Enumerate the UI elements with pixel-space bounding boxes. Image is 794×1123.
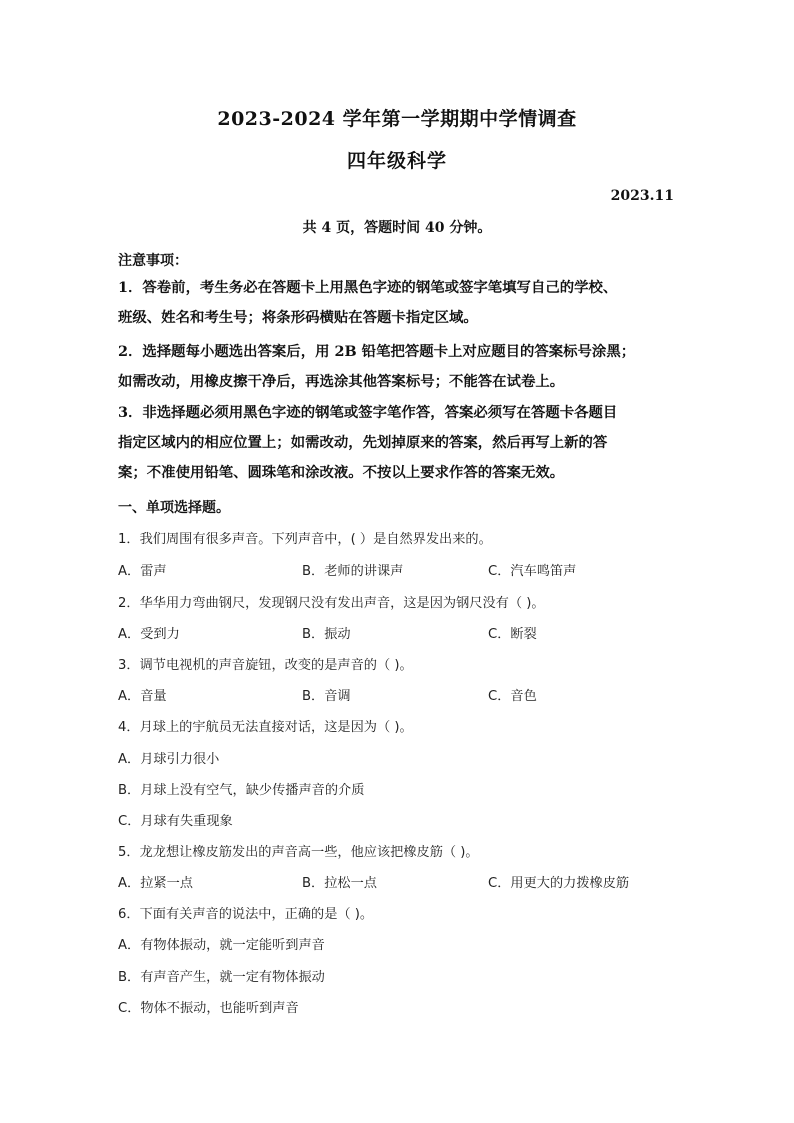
- question-2-stem: 2．华华用力弯曲钢尺，发现钢尺没有发出声音，这是因为钢尺没有（ )。: [118, 596, 545, 611]
- question-5-option-a: A．拉紧一点: [118, 876, 193, 891]
- question-6-option-b: B．有声音产生，就一定有物体振动: [118, 970, 325, 985]
- question-3-option-c: C．音色: [488, 689, 537, 704]
- notice-item-3-line-3: 案；不准使用铅笔、圆珠笔和涂改液。不按以上要求作答的答案无效。: [118, 464, 565, 481]
- notice-item-3: [118, 398, 684, 488]
- question-5-stem: 5．龙龙想让橡皮筋发出的声音高一些，他应该把橡皮筋（ )。: [118, 845, 479, 860]
- question-4-option-a: A．月球引力很小: [118, 752, 220, 767]
- question-5-option-b: B．拉松一点: [302, 876, 377, 891]
- question-4-stem: 4．月球上的宇航员无法直接对话，这是因为（ )。: [118, 720, 413, 735]
- question-4-option-c: C．月球有失重现象: [118, 814, 233, 829]
- notice-heading: 注意事项：: [118, 253, 188, 269]
- pages-info: 共 4 页，答题时间 40 分钟。: [302, 220, 492, 236]
- question-5-option-c: C．用更大的力拨橡皮筋: [488, 876, 630, 891]
- notice-item-2-line-1: 2．选择题每小题选出答案后，用 2B 铅笔把答题卡上对应题目的答案标号涂黑；: [118, 343, 636, 360]
- question-2-option-b: B．振动: [302, 627, 351, 642]
- notice-item-3-line-1: 3．非选择题必须用黑色字迹的钢笔或签字笔作答，答案必须写在答题卡各题目: [118, 404, 618, 421]
- section-title: 一、单项选择题。: [118, 500, 230, 516]
- question-2-option-a: A．受到力: [118, 627, 180, 642]
- question-6-option-c: C．物体不振动，也能听到声音: [118, 1001, 299, 1016]
- notice-item-1-line-2: 班级、姓名和考生号；将条形码横贴在答题卡指定区域。: [118, 309, 478, 326]
- question-1-stem: 1．我们周围有很多声音。下列声音中，( ）是自然界发出来的。: [118, 532, 492, 547]
- question-3-option-a: A．音量: [118, 689, 167, 704]
- exam-date: 2023.11: [610, 188, 674, 204]
- question-3-option-b: B．音调: [302, 689, 351, 704]
- exam-title: 2023-2024 学年第一学期期中学情调查: [217, 108, 577, 130]
- question-1-option-a: A．雷声: [118, 564, 167, 579]
- question-6-option-a: A．有物体振动，就一定能听到声音: [118, 938, 325, 953]
- question-6-stem: 6．下面有关声音的说法中，正确的是（ )。: [118, 907, 374, 922]
- question-4-option-b: B．月球上没有空气，缺少传播声音的介质: [118, 783, 365, 798]
- question-2-option-c: C．断裂: [488, 627, 537, 642]
- notice-item-2-line-2: 如需改动，用橡皮擦干净后，再选涂其他答案标号；不能答在试卷上。: [118, 373, 565, 390]
- notice-item-1: [118, 273, 684, 333]
- notice-item-1-line-1: 1．答卷前，考生务必在答题卡上用黑色字迹的钢笔或签字笔填写自己的学校、: [118, 279, 618, 296]
- notice-item-2: [118, 337, 684, 397]
- notice-item-3-line-2: 指定区域内的相应位置上；如需改动，先划掉原来的答案，然后再写上新的答: [118, 434, 608, 451]
- question-3-stem: 3．调节电视机的声音旋钮，改变的是声音的（ )。: [118, 658, 413, 673]
- exam-subtitle: 四年级科学: [346, 150, 447, 172]
- question-1-option-c: C．汽车鸣笛声: [488, 564, 577, 579]
- question-1-option-b: B．老师的讲课声: [302, 564, 404, 579]
